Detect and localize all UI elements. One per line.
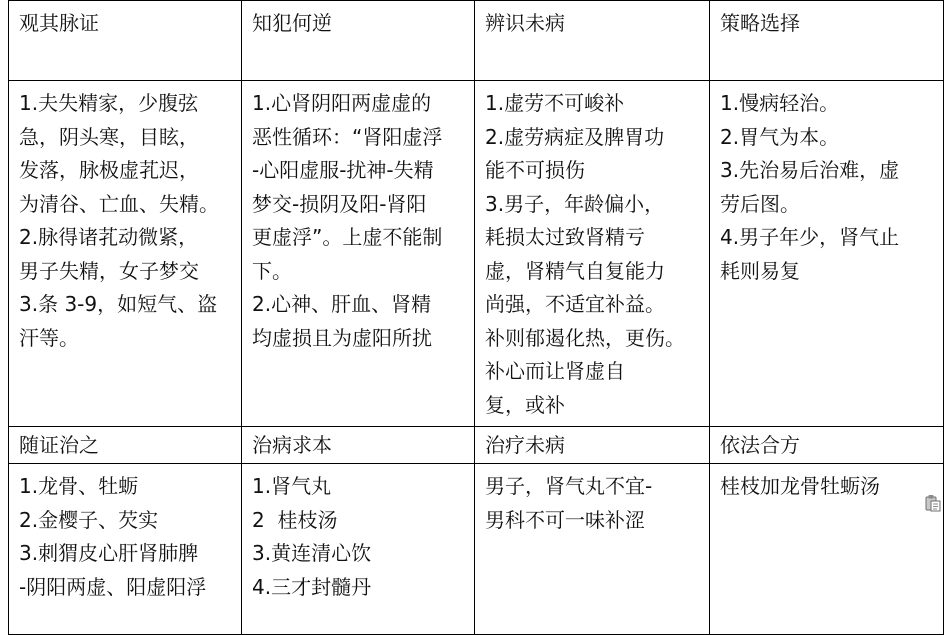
cell-line: 2.胃气为本。 [720,124,840,149]
header-know-offense: 知犯何逆 [242,1,475,81]
cell-line: 男科不可一味补涩 [485,507,645,532]
header-observe-pulse: 观其脉证 [9,1,242,81]
cell-line: 4.男子年少，肾气止 [720,225,900,249]
clipboard-paste-icon[interactable] [925,494,941,512]
content-row-2 [9,464,944,635]
cell-line: 尚强，不适宜补益。 [485,292,665,316]
cell-line: 更虚浮”。上虚不能制 [252,225,443,249]
cell-line: 男子，肾气丸不宜- [485,474,653,498]
cell-line: 3.条 3-9，如短气、盗 [19,292,218,316]
cell-line: 梦交-损阴及阳-肾阳 [252,191,427,216]
cell-line: 1.慢病轻治。 [720,91,840,115]
cell-line: 2 桂枝汤 [252,507,338,532]
header-identify-illness: 辨识未病 [475,1,710,81]
cell-treat-root [242,464,475,635]
cell-line: 能不可损伤 [485,158,585,182]
cell-line: 发落，脉极虚芤迟， [19,158,199,182]
cell-line: 3.刺猬皮心肝肾肺脾 [19,541,199,565]
cell-line: -心阳虚服-扰神-失精 [252,158,434,182]
cell-know-offense [242,81,475,427]
cell-line: 3.黄连清心饮 [252,541,372,565]
cell-line: 恶性循环：“肾阳虚浮 [252,124,443,149]
cell-identify-illness [475,81,710,427]
header-treat-root: 治病求本 [242,427,475,464]
cell-line: 1.夫失精家，少腹弦 [19,91,199,115]
cell-line: 2.心神、肝血、肾精 [252,292,432,316]
cell-line: 耗则易复 [720,258,800,283]
cell-line: 1.肾气丸 [252,474,332,498]
doc-table [8,0,944,635]
cell-line: 补则郁遏化热，更伤。 [485,325,685,350]
cell-line: 桂枝加龙骨牡蛎汤 [720,474,880,498]
cell-line: 虚，肾精气自复能力 [485,258,665,283]
cell-line: 2.脉得诸芤动微紧， [19,225,199,249]
cell-line: 急，阴头寒，目眩， [19,124,199,149]
cell-treat-syndrome [9,464,242,635]
header-combined-formula: 依法合方 [710,427,944,464]
cell-line: 补心而让肾虚自 [485,359,625,383]
cell-line: 2.金樱子、芡实 [19,507,159,532]
cell-line: 男子失精，女子梦交 [19,258,199,283]
header-strategy: 策略选择 [710,1,944,81]
cell-combined-formula [710,464,944,635]
cell-line: 1.心肾阴阳两虚虚的 [252,91,432,115]
cell-line: 耗损太过致肾精亏 [485,225,645,249]
cell-strategy [710,81,944,427]
header-row-1 [9,1,944,81]
header-treat-syndrome: 随证治之 [9,427,242,464]
cell-line: -阴阳两虚、阳虚阳浮 [19,574,207,599]
cell-observe-pulse [9,81,242,427]
cell-line: 1.虚劳不可峻补 [485,91,625,115]
cell-line: 劳后图。 [720,191,800,216]
cell-line: 2.虚劳病症及脾胃功 [485,124,665,149]
cell-line: 均虚损且为虚阳所扰 [252,325,432,350]
cell-line: 汗等。 [19,325,79,350]
cell-line: 4.三才封髓丹 [252,574,372,599]
header-row-2 [9,427,944,464]
cell-line: 下。 [252,258,292,283]
cell-line: 为清谷、亡血、失精。 [19,191,219,216]
content-row-1 [9,81,944,427]
cell-line: 3.先治易后治难，虚 [720,158,900,182]
cell-line: 3.男子，年龄偏小， [485,191,665,216]
header-treat-prevention: 治疗未病 [475,427,710,464]
cell-line: 复，或补 [485,392,565,417]
cell-treat-prevention [475,464,710,635]
cell-line: 1.龙骨、牡蛎 [19,474,139,498]
